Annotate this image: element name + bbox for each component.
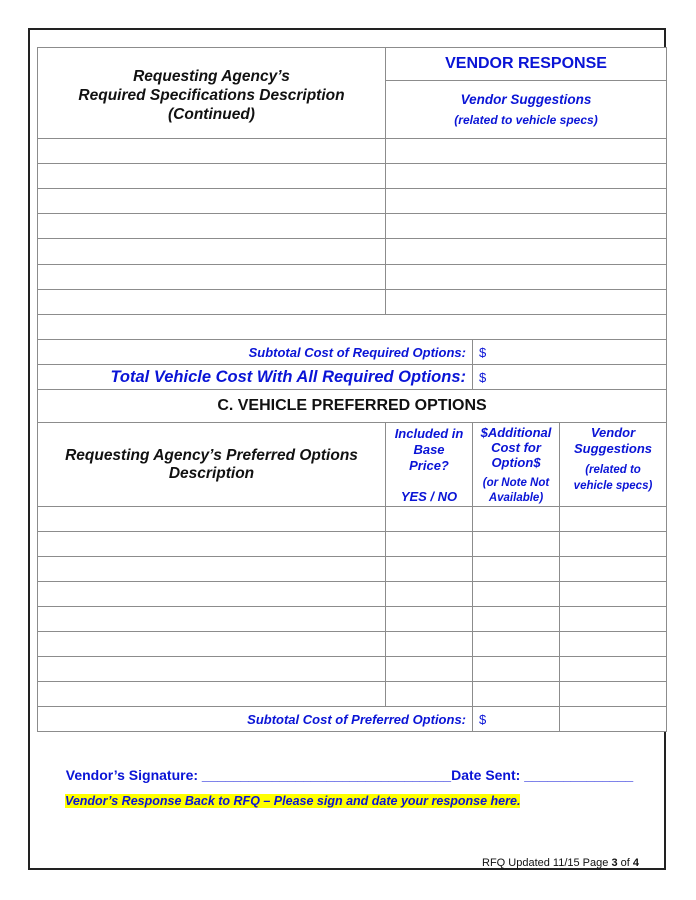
preferred-included-field[interactable] (385, 581, 473, 607)
required-suggestion-field[interactable] (385, 188, 667, 214)
cost-line-3: Option$ (491, 455, 541, 470)
preferred-description-field[interactable] (37, 556, 386, 582)
subtotal-required-text: Subtotal Cost of Required Options: (248, 344, 466, 360)
instruction-line (58, 780, 520, 808)
preferred-cost-field[interactable] (472, 506, 560, 532)
preferred-cost-field[interactable] (472, 606, 560, 632)
preferred-included-field[interactable] (385, 531, 473, 557)
preferred-description-field[interactable] (37, 506, 386, 532)
required-spec-field[interactable] (37, 188, 386, 214)
vendor-response-title: VENDOR RESPONSE (445, 55, 607, 72)
total-vehicle-text: Total Vehicle Cost With All Required Options: (110, 367, 466, 386)
included-yes-no: YES / NO (400, 489, 458, 504)
required-spec-field[interactable] (37, 163, 386, 189)
vendor-line-2: Suggestions (573, 441, 652, 456)
signature-line (58, 751, 633, 783)
vendor-suggestions-title: Vendor Suggestions (460, 92, 592, 107)
preferred-description-field[interactable] (37, 581, 386, 607)
preferred-cost-field[interactable] (472, 681, 560, 707)
total-vehicle-field[interactable] (472, 364, 667, 390)
subtotal-required-label (37, 339, 473, 365)
subtotal-preferred-field[interactable] (472, 706, 560, 732)
preferred-cost-field[interactable] (472, 556, 560, 582)
preferred-included-field[interactable] (385, 556, 473, 582)
preferred-description-field[interactable] (37, 606, 386, 632)
required-spec-header (37, 47, 386, 139)
total-vehicle-label (37, 364, 473, 390)
required-spec-field[interactable] (37, 238, 386, 265)
required-suggestion-field[interactable] (385, 163, 667, 189)
footer-page-total: 4 (632, 857, 639, 869)
preferred-suggestion-field[interactable] (559, 606, 667, 632)
footer-of: of (617, 857, 633, 869)
preferred-cost-field[interactable] (472, 531, 560, 557)
vendor-suggestions-note: (related to vehicle specs) (454, 113, 598, 127)
vendor-suggestions-pref-header (559, 422, 667, 507)
vendor-suggestions-header (385, 80, 667, 139)
preferred-description-header (37, 422, 386, 507)
preferred-suggestion-field[interactable] (559, 556, 667, 582)
required-suggestion-field[interactable] (385, 238, 667, 265)
header-line-3: (Continued) (168, 105, 255, 123)
preferred-description-field[interactable] (37, 681, 386, 707)
preferred-cost-field[interactable] (472, 581, 560, 607)
cost-line-2: Cost for (491, 440, 541, 455)
preferred-description-field[interactable] (37, 531, 386, 557)
preferred-cost-field[interactable] (472, 631, 560, 657)
required-spec-field[interactable] (37, 289, 386, 315)
currency-symbol: $ (479, 711, 487, 727)
required-suggestion-field[interactable] (385, 289, 667, 315)
preferred-suggestion-field[interactable] (559, 631, 667, 657)
cost-note-2: Available) (488, 492, 544, 504)
instruction-text: Vendor’s Response Back to RFQ – Please sign and date your response here. (64, 794, 521, 808)
signature-label: Vendor’s Signature: (65, 767, 202, 783)
section-c-title (37, 389, 667, 423)
required-spec-field[interactable] (37, 314, 667, 340)
pref-desc-line-1: Requesting Agency’s Preferred Options (65, 446, 358, 464)
preferred-suggestion-field[interactable] (559, 581, 667, 607)
required-suggestion-field[interactable] (385, 138, 667, 164)
required-suggestion-field[interactable] (385, 213, 667, 239)
preferred-included-field[interactable] (385, 506, 473, 532)
vendor-line-1: Vendor (590, 425, 636, 440)
preferred-included-field[interactable] (385, 656, 473, 682)
preferred-included-field[interactable] (385, 631, 473, 657)
signature-field[interactable]: ________________________________ (201, 767, 452, 783)
vendor-response-header (385, 47, 667, 81)
required-suggestion-field[interactable] (385, 264, 667, 290)
preferred-suggestion-field[interactable] (559, 506, 667, 532)
header-line-1: Requesting Agency’s (133, 67, 290, 85)
preferred-cost-field[interactable] (472, 656, 560, 682)
date-sent-field[interactable]: ______________ (524, 767, 634, 783)
included-header (385, 422, 473, 507)
vendor-note-2: vehicle specs) (573, 480, 653, 492)
page-footer (482, 857, 639, 869)
currency-symbol: $ (479, 344, 487, 360)
preferred-description-field[interactable] (37, 631, 386, 657)
required-spec-field[interactable] (37, 213, 386, 239)
section-c-title-text: C. VEHICLE PREFERRED OPTIONS (217, 397, 487, 414)
preferred-included-field[interactable] (385, 606, 473, 632)
preferred-description-field[interactable] (37, 656, 386, 682)
additional-cost-header (472, 422, 560, 507)
cost-line-1: $Additional (480, 425, 552, 440)
preferred-included-field[interactable] (385, 681, 473, 707)
preferred-suggestion-field[interactable] (559, 681, 667, 707)
included-line-2: Base (413, 442, 445, 457)
footer-page-number: 3 (611, 857, 618, 869)
subtotal-required-field[interactable] (472, 339, 667, 365)
date-sent-label: Date Sent: (451, 767, 525, 783)
pref-desc-line-2: Description (168, 464, 255, 482)
required-spec-field[interactable] (37, 138, 386, 164)
included-line-1: Included in (394, 426, 464, 441)
subtotal-preferred-text: Subtotal Cost of Preferred Options: (247, 711, 466, 727)
preferred-suggestion-field[interactable] (559, 656, 667, 682)
cost-note-1: (or Note Not (482, 477, 550, 489)
preferred-suggestion-field[interactable] (559, 531, 667, 557)
included-line-3: Price? (409, 458, 449, 473)
required-spec-field[interactable] (37, 264, 386, 290)
subtotal-preferred-label (37, 706, 473, 732)
currency-symbol: $ (479, 369, 487, 385)
vendor-note-1: (related to (585, 464, 641, 476)
header-line-2: Required Specifications Description (78, 86, 345, 104)
footer-prefix: RFQ Updated 11/15 Page (482, 857, 612, 869)
subtotal-preferred-extra-field[interactable] (559, 706, 667, 732)
